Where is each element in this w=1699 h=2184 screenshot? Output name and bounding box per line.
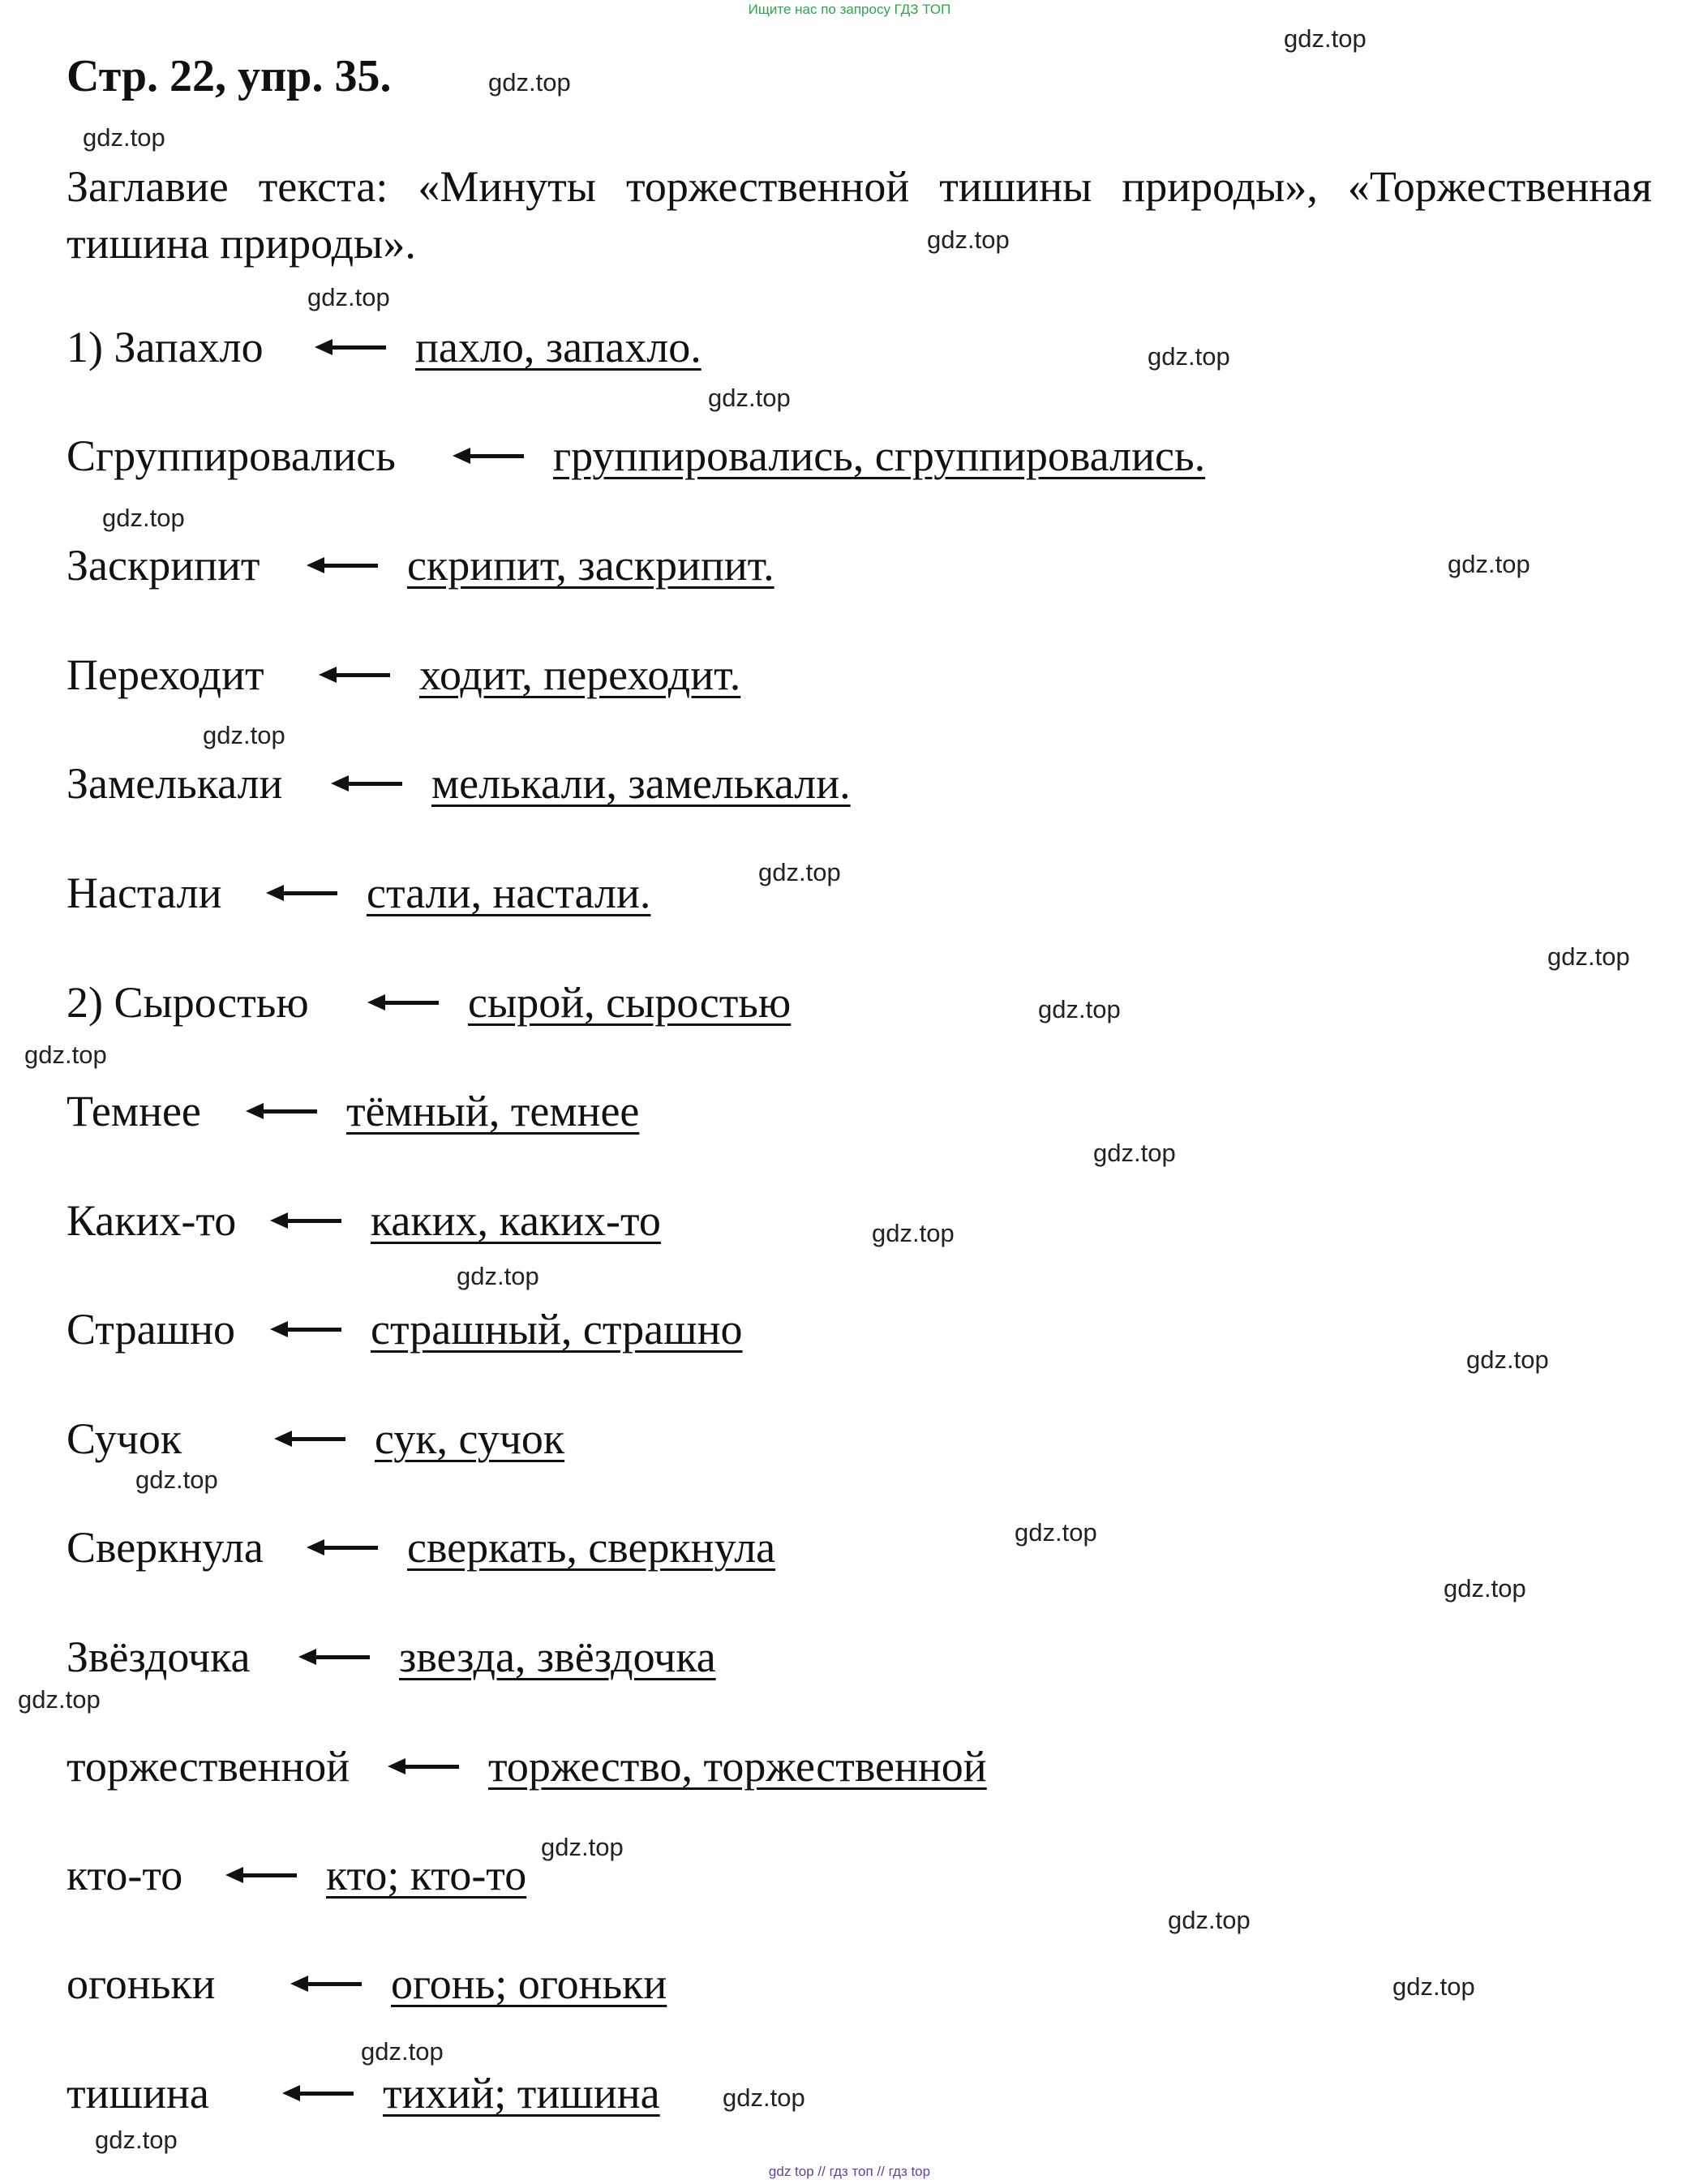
watermark: gdz.top [307,283,390,311]
related-forms: мелькали, замелькали. [431,759,851,808]
arrow-left-icon [282,2085,354,2101]
related-forms: сверкать, сверкнула [407,1523,776,1572]
watermark: gdz.top [83,123,165,152]
watermark: gdz.top [708,384,791,412]
analysis-row [67,1843,526,1907]
watermark: gdz.top [758,858,841,886]
related-forms: скрипит, заскрипит. [407,541,774,590]
watermark: gdz.top [541,1833,624,1861]
watermark: gdz.top [203,721,285,749]
analyzed-word: Звёздочка [67,1633,251,1681]
analyzed-word: Сучок [67,1414,182,1463]
arrow-left-icon [290,1976,362,1992]
analysis-row [67,1297,743,1362]
analysis-row [67,2061,660,2126]
watermark: gdz.top [1168,1906,1251,1934]
watermark: gdz.top [927,225,1010,254]
arrow-left-icon [453,448,524,464]
analysis-row [67,533,774,598]
arrow-left-icon [270,1321,341,1337]
arrow-left-icon [367,994,439,1010]
analyzed-word: Темнее [67,1087,201,1135]
watermark: gdz.top [1444,1574,1526,1603]
arrow-left-icon [331,775,402,792]
analysis-row [67,1734,987,1799]
analysis-row [67,1515,775,1580]
analysis-row [67,1079,639,1143]
watermark: gdz.top [24,1041,107,1069]
watermark: gdz.top [135,1465,218,1494]
watermark: gdz.top [488,68,571,97]
watermark: gdz.top [1284,24,1366,53]
analyzed-word: Сгруппировались [67,431,396,480]
analyzed-word: Каких-то [67,1196,237,1245]
page-heading: Стр. 22, упр. 35. [67,51,392,101]
watermark: gdz.top [1392,1972,1475,2001]
watermark: gdz.top [95,2126,178,2154]
analysis-row [67,642,740,707]
related-forms: тихий; тишина [383,2069,660,2117]
related-forms: каких, каких-то [371,1196,661,1245]
arrow-left-icon [298,1649,370,1665]
analysis-row [67,860,650,925]
watermark: gdz.top [1448,550,1530,578]
bottom-site-note: gdz top // гдз топ // гдз top [768,2164,931,2179]
analyzed-word: торжественной [67,1742,350,1791]
arrow-left-icon [315,339,386,355]
analyzed-word: Сверкнула [67,1523,264,1572]
arrow-left-icon [266,885,337,901]
intro-paragraph: Заглавие текста: «Минуты торжественной тишины природы», «Торжественная тишина природы». [67,162,1652,268]
analysis-row [67,751,851,816]
arrow-left-icon [225,1867,297,1883]
related-forms: ходит, переходит. [419,650,741,699]
watermark: gdz.top [1547,942,1630,971]
analysis-row [67,423,1205,488]
related-forms: сырой, сыростью [468,978,792,1027]
watermark: gdz.top [1466,1345,1549,1374]
analyzed-word: 2) Сыростью [67,978,309,1027]
analyzed-word: кто-то [67,1851,183,1899]
related-forms: страшный, страшно [371,1305,743,1354]
arrow-left-icon [307,557,378,573]
analyzed-word: Заскрипит [67,541,260,590]
analysis-row [67,1624,716,1689]
related-forms: группировались, сгруппировались. [553,431,1206,480]
analysis-row [67,315,701,380]
related-forms: огонь; огоньки [391,1959,667,2008]
related-forms: тёмный, темнее [346,1087,640,1135]
watermark: gdz.top [102,504,185,532]
related-forms: стали, настали. [367,869,651,917]
related-forms: торжество, торжественной [488,1742,987,1791]
top-search-note: Ищите нас по запросу ГДЗ ТОП [748,2,951,17]
watermark: gdz.top [1148,342,1230,371]
watermark: gdz.top [872,1219,955,1247]
analyzed-word: Страшно [67,1305,236,1354]
arrow-left-icon [270,1212,341,1229]
watermark: gdz.top [723,2083,805,2112]
arrow-left-icon [274,1431,345,1447]
watermark: gdz.top [457,1262,539,1290]
watermark: gdz.top [1015,1518,1097,1547]
related-forms: звезда, звёздочка [399,1633,716,1681]
analysis-row [67,1406,564,1471]
related-forms: сук, сучок [375,1414,565,1463]
arrow-left-icon [246,1103,317,1119]
arrow-left-icon [319,667,390,683]
watermark: gdz.top [1093,1139,1176,1167]
arrow-left-icon [388,1758,459,1774]
analyzed-word: Переходит [67,650,264,699]
analyzed-word: 1) Запахло [67,323,264,371]
watermark: gdz.top [361,2037,444,2066]
related-forms: пахло, запахло. [415,323,701,371]
watermark: gdz.top [18,1685,101,1714]
analysis-row [67,970,791,1035]
analyzed-word: Замелькали [67,759,283,808]
analyzed-word: тишина [67,2069,209,2117]
analysis-row [67,1188,661,1253]
watermark: gdz.top [1038,995,1121,1023]
analyzed-word: Настали [67,869,222,917]
analysis-row [67,1951,667,2016]
related-forms: кто; кто-то [326,1851,527,1899]
analyzed-word: огоньки [67,1959,216,2008]
arrow-left-icon [307,1539,378,1555]
